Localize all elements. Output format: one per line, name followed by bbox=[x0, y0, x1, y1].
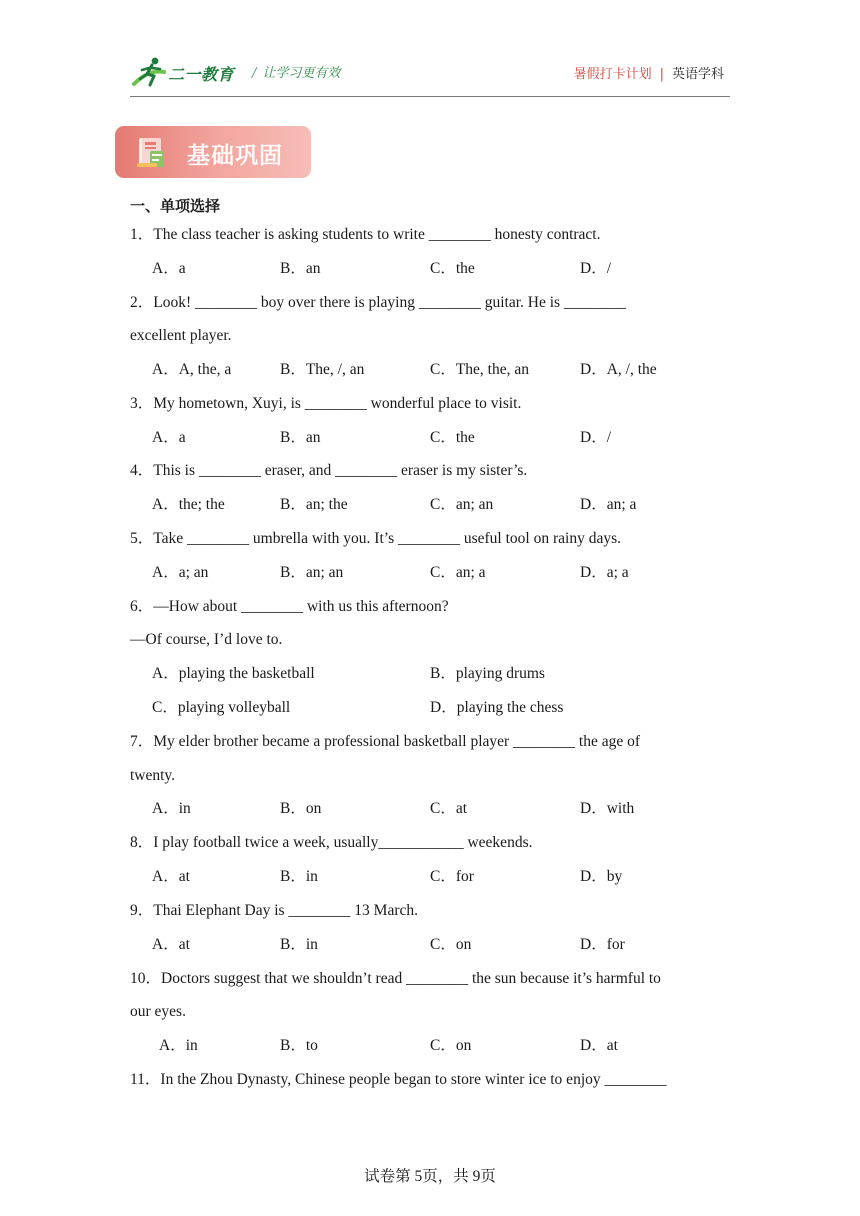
question-9-stem: 9．Thai Elephant Day is ________ 13 March. bbox=[130, 902, 418, 919]
question-7-stem-cont: twenty. bbox=[130, 767, 176, 784]
question-6-stem: 6．—How about ________ with us this afternoon? bbox=[130, 598, 449, 615]
header-right bbox=[574, 63, 724, 82]
section-banner bbox=[115, 126, 311, 178]
question-4-stem: 4．This is ________ eraser, and ________ eraser is my sister’s. bbox=[130, 462, 528, 479]
plan-label: 暑假打卡计划 bbox=[573, 67, 652, 82]
question-10-stem: 10．Doctors suggest that we shouldn’t read ________ the sun because it’s harmful to bbox=[130, 970, 661, 987]
q3-option-a: A．a bbox=[152, 429, 186, 446]
slogan-text: 让学习更有效 bbox=[262, 66, 341, 81]
q2-option-b: B．The, /, an bbox=[280, 361, 365, 378]
q4-option-d: D．an; a bbox=[580, 496, 637, 513]
q7-option-b: B．on bbox=[280, 800, 322, 817]
q8-option-d: D．by bbox=[580, 868, 623, 885]
q7-option-c: C．at bbox=[430, 800, 468, 817]
q8-option-a: A．at bbox=[152, 868, 190, 885]
slogan: / 让学习更有效 bbox=[252, 66, 341, 81]
q2-option-a: A．A, the, a bbox=[152, 361, 232, 378]
q3-option-b: B．an bbox=[280, 429, 321, 446]
page-header bbox=[130, 52, 730, 97]
question-10-stem-cont: our eyes. bbox=[130, 1003, 186, 1020]
q6-option-c: C．playing volleyball bbox=[152, 699, 291, 716]
q2-option-d: D．A, /, the bbox=[580, 361, 657, 378]
question-5-stem: 5．Take ________ umbrella with you. It’s ________ useful tool on rainy days. bbox=[130, 530, 621, 547]
q9-option-d: D．for bbox=[580, 936, 625, 953]
q9-option-c: C．on bbox=[430, 936, 472, 953]
header-divider: | bbox=[659, 67, 664, 82]
brand-name: 二一教育 bbox=[168, 65, 235, 84]
q10-option-c: C．on bbox=[430, 1037, 472, 1054]
q3-option-d: D．/ bbox=[580, 429, 612, 446]
question-2-stem: 2．Look! ________ boy over there is playing ________ guitar. He is ________ bbox=[130, 294, 626, 311]
q8-option-c: C．for bbox=[430, 868, 474, 885]
q7-option-a: A．in bbox=[152, 800, 191, 817]
q2-option-c: C．The, the, an bbox=[430, 361, 530, 378]
book-icon bbox=[133, 135, 169, 171]
q5-option-c: C．an; a bbox=[430, 564, 486, 581]
section-title: 一、单项选择 bbox=[130, 197, 221, 215]
q1-option-b: B．an bbox=[280, 260, 321, 277]
q6-option-b: B．playing drums bbox=[430, 665, 545, 682]
q1-option-d: D．/ bbox=[580, 260, 612, 277]
q1-option-a: A．a bbox=[152, 260, 186, 277]
q8-option-b: B．in bbox=[280, 868, 318, 885]
q3-option-c: C．the bbox=[430, 429, 475, 446]
q10-option-d: D．at bbox=[580, 1037, 618, 1054]
q4-option-c: C．an; an bbox=[430, 496, 494, 513]
q5-option-d: D．a; a bbox=[580, 564, 629, 581]
q10-option-a: A．in bbox=[159, 1037, 198, 1054]
q7-option-d: D．with bbox=[580, 800, 635, 817]
question-6-stem-cont: —Of course, I’d love to. bbox=[130, 631, 283, 648]
page-footer: 试卷第 5页，共 9页 bbox=[364, 1168, 496, 1185]
q9-option-a: A．at bbox=[152, 936, 190, 953]
q1-option-c: C．the bbox=[430, 260, 475, 277]
question-3-stem: 3．My hometown, Xuyi, is ________ wonderful place to visit. bbox=[130, 395, 522, 412]
q6-option-a: A．playing the basketball bbox=[152, 665, 315, 682]
q4-option-a: A．the; the bbox=[152, 496, 225, 513]
q9-option-b: B．in bbox=[280, 936, 318, 953]
question-2-stem-cont: excellent player. bbox=[130, 327, 232, 344]
question-11-stem: 11．In the Zhou Dynasty, Chinese people began to store winter ice to enjoy ________ bbox=[130, 1071, 667, 1088]
banner-title: 基础巩固 bbox=[187, 143, 283, 169]
subject-label: 英语学科 bbox=[671, 67, 724, 82]
q10-option-b: B．to bbox=[280, 1037, 318, 1054]
q6-option-d: D．playing the chess bbox=[430, 699, 564, 716]
q5-option-a: A．a; an bbox=[152, 564, 209, 581]
q5-option-b: B．an; an bbox=[280, 564, 344, 581]
question-8-stem: 8．I play football twice a week, usually___________ weekends. bbox=[130, 834, 533, 851]
question-1-stem: 1．The class teacher is asking students to write ________ honesty contract. bbox=[130, 226, 601, 243]
question-7-stem: 7．My elder brother became a professional basketball player ________ the age of bbox=[130, 733, 641, 750]
q4-option-b: B．an; the bbox=[280, 496, 348, 513]
